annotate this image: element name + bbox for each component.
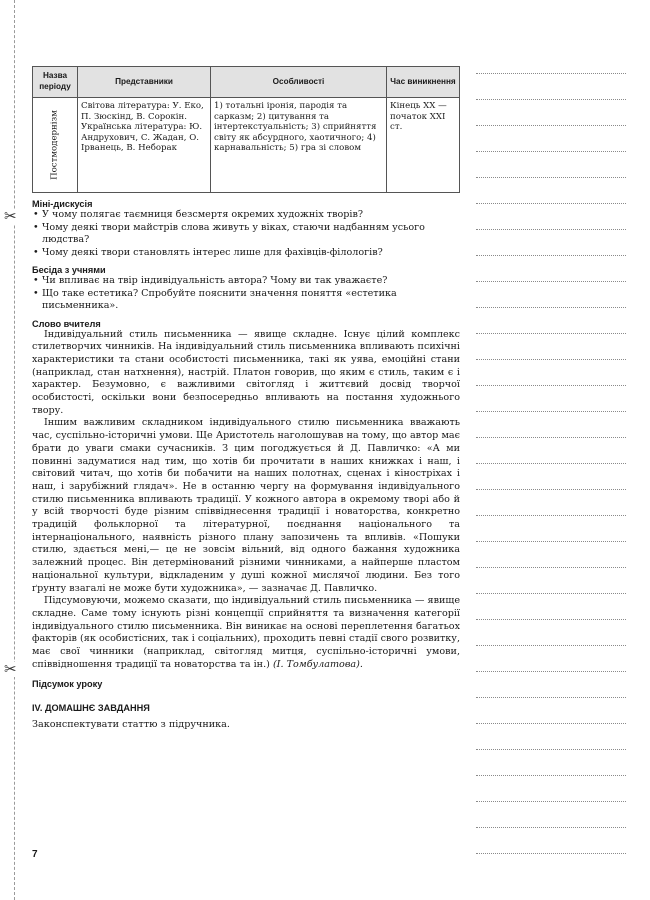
literary-periods-table — [32, 66, 460, 193]
note-line — [476, 256, 626, 282]
homework-text: Законспектувати статтю з підручника. — [32, 719, 230, 731]
mini-discussion-list — [32, 209, 460, 259]
note-line — [476, 204, 626, 230]
list-item: • Що таке естетика? Спробуйте пояснити значення поняття «естетика письменника». — [32, 288, 460, 313]
notes-lines — [476, 48, 626, 854]
page-number: 7 — [32, 849, 38, 860]
note-line — [476, 334, 626, 360]
note-line — [476, 412, 626, 438]
note-line — [476, 594, 626, 620]
note-line — [476, 802, 626, 828]
period-name: Постмодернізм — [49, 110, 60, 180]
teacher-paragraph: Індивідуальний стиль письменника — явище складне. Існує цілий комплекс стилетворчих чинників. На індивідуальний стиль письменника впливають психічні характеристики та стани особистості письменника, такі як уява, емоційні стани (наприклад, стан натхнення), настрій. Платон говорив, що яким є стиль, таким є і характер. Безумовно, є важливими світогляд і життєвий досвід творчої особистості, оскільки вони безпосередньо впливають на постання художнього твору. — [32, 328, 460, 416]
time-cell: Кінець XX — початок XXI ст. — [387, 98, 460, 193]
period-cell — [33, 98, 78, 193]
table-header: Представники — [78, 67, 211, 98]
note-line — [476, 438, 626, 464]
note-line — [476, 672, 626, 698]
note-line — [476, 542, 626, 568]
scissors-icon: ✂ — [4, 207, 17, 225]
note-line — [476, 828, 626, 854]
note-line — [476, 568, 626, 594]
note-line — [476, 230, 626, 256]
conversation-list — [32, 275, 460, 313]
table-header: Особливості — [211, 67, 387, 98]
note-line — [476, 126, 626, 152]
page-content — [32, 66, 460, 732]
cut-line — [14, 0, 15, 900]
list-item: • Чи впливає на твір індивідуальність автора? Чому ви так уважаєте? — [32, 275, 460, 288]
note-line — [476, 620, 626, 646]
note-line — [476, 100, 626, 126]
note-line — [476, 516, 626, 542]
paragraph-text: Підсумовуючи, можемо сказати, що індивідуальний стиль письменника — явище складне. Саме тому існують різні концепції сприйняття та визначення категорії індивідуального стилю письменника. Він виникає на основі переплетення багатьох факторів (як особистісних, так і соціальних), проходить певні стадії свого розвитку, має свої чинники (наприклад, світогляд митця, суспільно-історичні умови, співвідношення традиції та новаторства та ін.) — [32, 595, 460, 670]
note-line — [476, 152, 626, 178]
homework-heading: IV. ДОМАШНЄ ЗАВДАННЯ — [32, 703, 150, 714]
note-line — [476, 490, 626, 516]
note-line — [476, 750, 626, 776]
note-line — [476, 178, 626, 204]
table-row — [33, 98, 460, 193]
lesson-summary-heading: Підсумок уроку — [32, 679, 103, 690]
note-line — [476, 74, 626, 100]
list-item: • У чому полягає таємниця безсмертя окремих художніх творів? — [32, 209, 460, 222]
table-header: Назва періоду — [33, 67, 78, 98]
note-line — [476, 724, 626, 750]
teacher-paragraph: Іншим важливим складником індивідуального стилю письменника вважають час, суспільно-історичні умови. Ще Аристотель наголошував на тому, що автор має брати до уваги смаки сучасників. З цим погоджується й Д. Павличко: «А ми повинні задуматися над тим, що хотів би прочитати в наших книжках і наш, і світовий читач, що хотів би побачити на наших полотнах, сценах і кіностріхах і наш, і зарубіжний глядач». Не в останню чергу на формування індивідуального стилю письменника впливають традиції. У кожного автора в окремому творі або й у всій творчості буде різним співвіднесення традиції і новаторства, конкретно традицій фольклорної та літературної, поєднання національного та інтернаціонального, наявність різного плану запозичень та впливів. «Пошуки стилю, здається мені,— це не зовсім вільний, від одного бажання художника залежний процес. Він детермінований різними чинниками, а найперше пластом національної культури, відкладеним у душі кожної мислячої людини. Без того ґрунту взагалі не може бути художника», — зазначає Д. Павличко. — [32, 417, 460, 594]
teacher-word-heading: Слово вчителя — [32, 318, 101, 329]
note-line — [476, 308, 626, 334]
teacher-paragraph — [32, 595, 460, 671]
note-line — [476, 776, 626, 802]
note-line — [476, 360, 626, 386]
features-cell: 1) тотальні іронія, пародія та сарказм; 2) цитування та інтертекстуальність; 3) сприйняття світу як абсурдного, хаотичного; 4) карнавальність; 5) гра зі словом — [211, 98, 387, 193]
citation: (І. Томбулатова). — [272, 658, 363, 670]
table-header: Час виникнення — [387, 67, 460, 98]
note-line — [476, 282, 626, 308]
scissors-icon: ✂ — [4, 660, 17, 678]
note-line — [476, 698, 626, 724]
list-item: • Чому деякі твори майстрів слова живуть у віках, стаючи надбанням усього людства? — [32, 222, 460, 247]
note-line — [476, 464, 626, 490]
representatives-cell: Світова література: У. Еко, П. Зюскінд, В. Сорокін. Українська література: Ю. Андрухович, С. Жадан, О. Ірванець, В. Неборак — [78, 98, 211, 193]
note-line — [476, 646, 626, 672]
list-item: • Чому деякі твори становлять інтерес лише для фахівців-філологів? — [32, 247, 460, 260]
note-line — [476, 386, 626, 412]
note-line — [476, 48, 626, 74]
mini-discussion-heading: Міні-дискусія — [32, 199, 93, 209]
conversation-heading: Бесіда з учнями — [32, 265, 106, 275]
table-header-row — [33, 67, 460, 98]
